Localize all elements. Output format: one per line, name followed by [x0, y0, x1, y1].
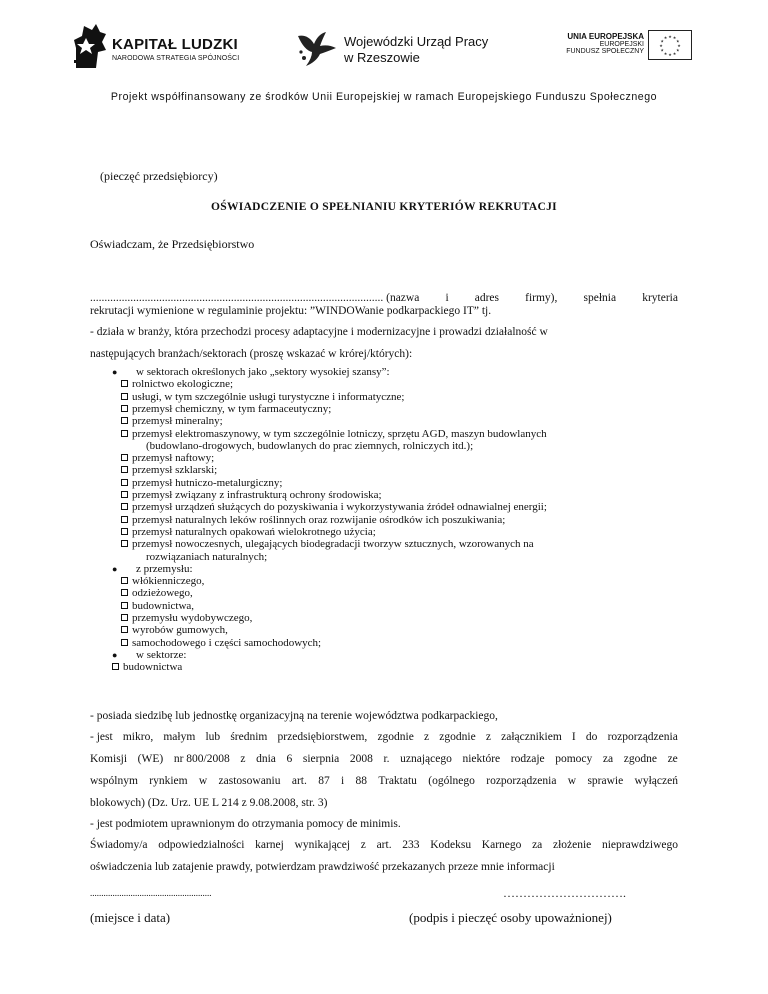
- word: rynkiem: [149, 775, 188, 787]
- checkbox-item[interactable]: [121, 428, 547, 440]
- word: (WE): [137, 753, 164, 765]
- checkbox-icon[interactable]: [121, 516, 128, 523]
- word: rozporządzenia: [607, 731, 678, 743]
- signature-dots: ………………………….: [503, 886, 626, 900]
- bird-icon: [296, 28, 338, 68]
- checkbox-item[interactable]: [121, 587, 193, 599]
- checkbox-label: przemysłu wydobywczego,: [132, 612, 253, 624]
- word: spełnia: [583, 292, 617, 304]
- place-date-label: (miejsce i data): [90, 910, 171, 925]
- word: art.: [376, 839, 392, 851]
- eu-star-icon: ★: [659, 43, 663, 48]
- bullet-icon: ●: [112, 563, 118, 574]
- word: z: [240, 753, 246, 765]
- word: karnej: [255, 839, 284, 851]
- checkbox-icon[interactable]: [121, 639, 128, 646]
- word: rozporządzenia: [486, 775, 557, 787]
- checkbox-item[interactable]: [121, 415, 223, 427]
- word: rodzaje: [510, 753, 545, 765]
- word: wynikającej: [294, 839, 351, 851]
- wup-name-line2: w Rzeszowie: [344, 50, 420, 65]
- checkbox-item[interactable]: [121, 600, 194, 612]
- word: (ogólnego: [428, 775, 475, 787]
- checkbox-item[interactable]: [121, 575, 204, 587]
- eu-star-icon: ★: [660, 47, 664, 53]
- checkbox-label: odzieżowego,: [132, 587, 193, 600]
- eu-line2: EUROPEJSKI: [599, 41, 644, 48]
- checkbox-label: usługi, w tym szczególnie usługi turystyczne i informatyczne;: [132, 390, 405, 403]
- word: - jest: [90, 731, 113, 743]
- checkbox-icon[interactable]: [121, 466, 128, 473]
- word: małym: [163, 731, 196, 743]
- item-continuation: rozwiązaniach naturalnych;: [146, 550, 268, 563]
- word: w: [198, 775, 208, 787]
- logo-bar: [0, 0, 768, 103]
- checkbox-icon[interactable]: [121, 626, 128, 633]
- word: sierpnia: [302, 753, 340, 765]
- eu-star-icon: ★: [663, 50, 668, 56]
- liability-line1: [90, 839, 678, 852]
- checkbox-label: przemysł nowoczesnych, ulegających biodegradacji tworzyw sztucznych, wzorowanych na: [132, 538, 534, 551]
- word: firmy),: [525, 292, 558, 304]
- word: Komisji: [90, 753, 128, 765]
- checkbox-icon[interactable]: [121, 577, 128, 584]
- checkbox-icon[interactable]: [121, 614, 128, 621]
- bullet-icon: ●: [112, 367, 118, 377]
- word: i: [341, 775, 345, 787]
- signature-label: (podpis i pieczęć osoby upoważnionej): [409, 910, 612, 925]
- word: Świadomy/a: [90, 839, 148, 851]
- word: adres: [474, 292, 500, 304]
- word: zastosowaniu: [218, 775, 281, 787]
- eu-star-icon: ★: [672, 50, 677, 56]
- checkbox-icon[interactable]: [121, 479, 128, 486]
- word: nieprawdziwego: [601, 839, 678, 851]
- word: lub: [205, 731, 221, 743]
- word: odpowiedzialności: [158, 839, 245, 851]
- place-date-dots: ......................................................: [90, 888, 212, 898]
- word: z: [485, 731, 491, 743]
- wup-name-line1: Wojewódzki Urząd Pracy: [344, 34, 489, 49]
- word: 2008: [349, 753, 373, 765]
- word: niektóre: [462, 753, 501, 765]
- checkbox-item[interactable]: [121, 538, 534, 550]
- branch-line-1: - działa w branży, która przechodzi procesy adaptacyjne i modernizacyjne i prowadzi działalność w: [90, 326, 548, 338]
- checkbox-icon[interactable]: [121, 503, 128, 510]
- checkbox-label: przemysł urządzeń służących do pozyskiwania i wykorzystywania źródeł odnawialnej energii;: [132, 501, 547, 514]
- checkbox-label: rolnictwo ekologiczne;: [132, 378, 234, 391]
- checkbox-icon[interactable]: [121, 589, 128, 596]
- kapital-ludzki-logo: [72, 22, 252, 68]
- word: do: [585, 731, 598, 743]
- word: z: [360, 839, 366, 851]
- checkbox-label: włókienniczego,: [132, 575, 205, 588]
- word: I: [571, 731, 576, 743]
- word: z: [424, 731, 430, 743]
- wup-logo: [296, 28, 496, 68]
- checkbox-label: przemysł elektromaszynowy, w tym szczególnie lotniczy, sprzętu AGD, maszyn budowlanych: [132, 427, 547, 440]
- checkbox-label: przemysł naftowy;: [132, 452, 215, 465]
- checkbox-item[interactable]: [121, 378, 233, 390]
- checkbox-label: przemysł naturalnych leków roślinnych oraz rozwijanie ośrodków ich poszukiwania;: [132, 513, 506, 526]
- checkbox-item[interactable]: [121, 637, 321, 649]
- word: Kodeksu: [430, 839, 472, 851]
- word: i: [445, 292, 449, 304]
- word: sprawie: [587, 775, 624, 787]
- word: mikro,: [122, 731, 154, 743]
- eu-star-icon: ★: [677, 43, 681, 48]
- eu-star-icon: ★: [676, 47, 680, 53]
- word: przedsiębiorstwem,: [277, 731, 368, 743]
- word: pomocy: [555, 753, 593, 765]
- checkbox-item[interactable]: [112, 661, 182, 673]
- checkbox-icon[interactable]: [121, 454, 128, 461]
- checkbox-icon[interactable]: [112, 663, 119, 670]
- eu-star-icon: ★: [672, 35, 677, 41]
- checkbox-label: przemysł chemiczny, w tym farmaceutyczny;: [132, 402, 332, 415]
- document-title: OŚWIADCZENIE O SPEŁNIANIU KRYTERIÓW REKRUTACJI: [211, 201, 557, 213]
- word: 6: [286, 753, 293, 765]
- kapital-ludzki-name: KAPITAŁ LUDZKI: [112, 36, 238, 53]
- eu-star-icon: ★: [663, 35, 668, 41]
- checkbox-icon[interactable]: [121, 380, 128, 387]
- checkbox-item[interactable]: [121, 501, 547, 513]
- bullet-icon: ●: [112, 649, 118, 660]
- checkbox-icon[interactable]: [121, 393, 128, 400]
- eu-line3: FUNDUSZ SPOŁECZNY: [566, 48, 644, 55]
- word: dnia: [256, 753, 276, 765]
- kapital-ludzki-subtitle: NARODOWA STRATEGIA SPÓJNOŚCI: [112, 55, 240, 62]
- checkbox-label: przemysł naturalnych opakowań wielokrotnego użycia;: [132, 525, 376, 538]
- checkbox-label: wyrobów gumowych,: [132, 624, 228, 637]
- word: zgodnie: [439, 731, 476, 743]
- word: ...................................................................................................... (nazwa: [90, 292, 420, 304]
- word: 87: [318, 775, 330, 787]
- word: zgodnie: [377, 731, 414, 743]
- kapital-ludzki-icon: [72, 22, 108, 68]
- checkbox-item[interactable]: [121, 464, 217, 476]
- eu-star-icon: ★: [676, 38, 680, 44]
- checkbox-item[interactable]: [121, 403, 331, 415]
- word: za: [532, 839, 543, 851]
- criterion-size-line4: blokowych) (Dz. Urz. UE L 214 z 9.08.2008, str. 3): [90, 797, 328, 809]
- word: uznającego: [400, 753, 452, 765]
- checkbox-label: samochodowego i części samochodowych;: [132, 636, 322, 649]
- word: Karnego: [481, 839, 522, 851]
- word: za: [602, 753, 614, 765]
- criterion-de-minimis: - jest podmiotem uprawnionym do otrzymania pomocy de minimis.: [90, 818, 401, 830]
- criterion-size-line2: [90, 753, 678, 766]
- checkbox-label: przemysł mineralny;: [132, 415, 223, 428]
- checkbox-item[interactable]: [121, 391, 405, 403]
- word: wyłączeń: [634, 775, 678, 787]
- checkbox-label: przemysł związany z infrastrukturą ochrony środowiska;: [132, 489, 382, 501]
- word: 88: [355, 775, 368, 787]
- word: wspólnym: [90, 775, 138, 787]
- checkbox-icon[interactable]: [121, 540, 128, 547]
- criterion-size-line3: [90, 775, 678, 788]
- word: ze: [667, 753, 678, 765]
- stamp-label: (pieczęć przedsiębiorcy): [100, 169, 218, 183]
- checkbox-item[interactable]: [121, 477, 282, 489]
- checkbox-label: przemysł szklarski;: [132, 464, 218, 477]
- checkbox-icon[interactable]: [121, 417, 128, 424]
- word: średnim: [230, 731, 268, 743]
- eu-line1: UNIA EUROPEJSKA: [567, 32, 644, 41]
- checkbox-item[interactable]: [121, 612, 252, 624]
- checkbox-icon[interactable]: [121, 528, 128, 535]
- eu-text: [548, 32, 644, 55]
- firm-line-continued: rekrutacji wymienione w regulaminie projektu: ”WINDOWanie podkarpackiego IT” tj.: [90, 305, 492, 317]
- declaration-intro: Oświadczam, że Przedsiębiorstwo: [90, 237, 255, 251]
- word: kryteria: [642, 292, 678, 304]
- word: r.: [383, 753, 390, 765]
- criterion-seat: - posiada siedzibę lub jednostkę organizacyjną na terenie województwa podkarpackiego,: [90, 710, 498, 722]
- criterion-size-line1: [90, 731, 678, 744]
- eu-star-icon: ★: [660, 38, 664, 44]
- project-cofinancing-line: Projekt współfinansowany ze środków Unii Europejskiej w ramach Europejskiego Funduszu Społecznego: [110, 91, 658, 103]
- word: 233: [402, 839, 420, 851]
- firm-name-line: [90, 292, 678, 304]
- checkbox-item[interactable]: [121, 452, 214, 464]
- eu-star-icon: ★: [668, 34, 672, 39]
- word: zgodne: [623, 753, 657, 765]
- sector-group-header: w sektorach określonych jako „sektory wysokiej szansy”:: [136, 366, 390, 378]
- word: nr 800/2008: [173, 753, 230, 765]
- checkbox-icon[interactable]: [121, 491, 128, 498]
- checkbox-label: przemysł hutniczo-metalurgiczny;: [132, 476, 283, 489]
- branch-line-2: następujących branżach/sektorach (proszę wskazać w krórej/których):: [90, 348, 413, 360]
- checkbox-item[interactable]: [121, 526, 376, 538]
- checkbox-item[interactable]: [121, 489, 382, 501]
- word: Traktatu: [378, 775, 417, 787]
- liability-line2: oświadczenia lub zatajenie prawdy, potwierdzam prawdziwość przekazanych przeze mnie informacji: [90, 861, 555, 873]
- checkbox-icon[interactable]: [121, 430, 128, 437]
- eu-flag-icon: [648, 30, 692, 60]
- sector-group-header: w sektorze:: [136, 648, 187, 661]
- sector-group-header: z przemysłu:: [136, 562, 193, 575]
- word: załącznikiem: [501, 731, 562, 743]
- eu-star-icon: ★: [668, 52, 672, 57]
- item-continuation: (budowlano-drogowych, budowlanych do prac ziemnych, rolniczych itd.);: [146, 439, 474, 452]
- checkbox-label: budownictwa,: [132, 599, 195, 612]
- checkbox-icon[interactable]: [121, 602, 128, 609]
- checkbox-item[interactable]: [121, 624, 228, 636]
- checkbox-icon[interactable]: [121, 405, 128, 412]
- word: złożenie: [552, 839, 592, 851]
- word: art.: [291, 775, 307, 787]
- checkbox-item[interactable]: [121, 514, 505, 526]
- word: w: [567, 775, 577, 787]
- checkbox-label: budownictwa: [123, 661, 183, 674]
